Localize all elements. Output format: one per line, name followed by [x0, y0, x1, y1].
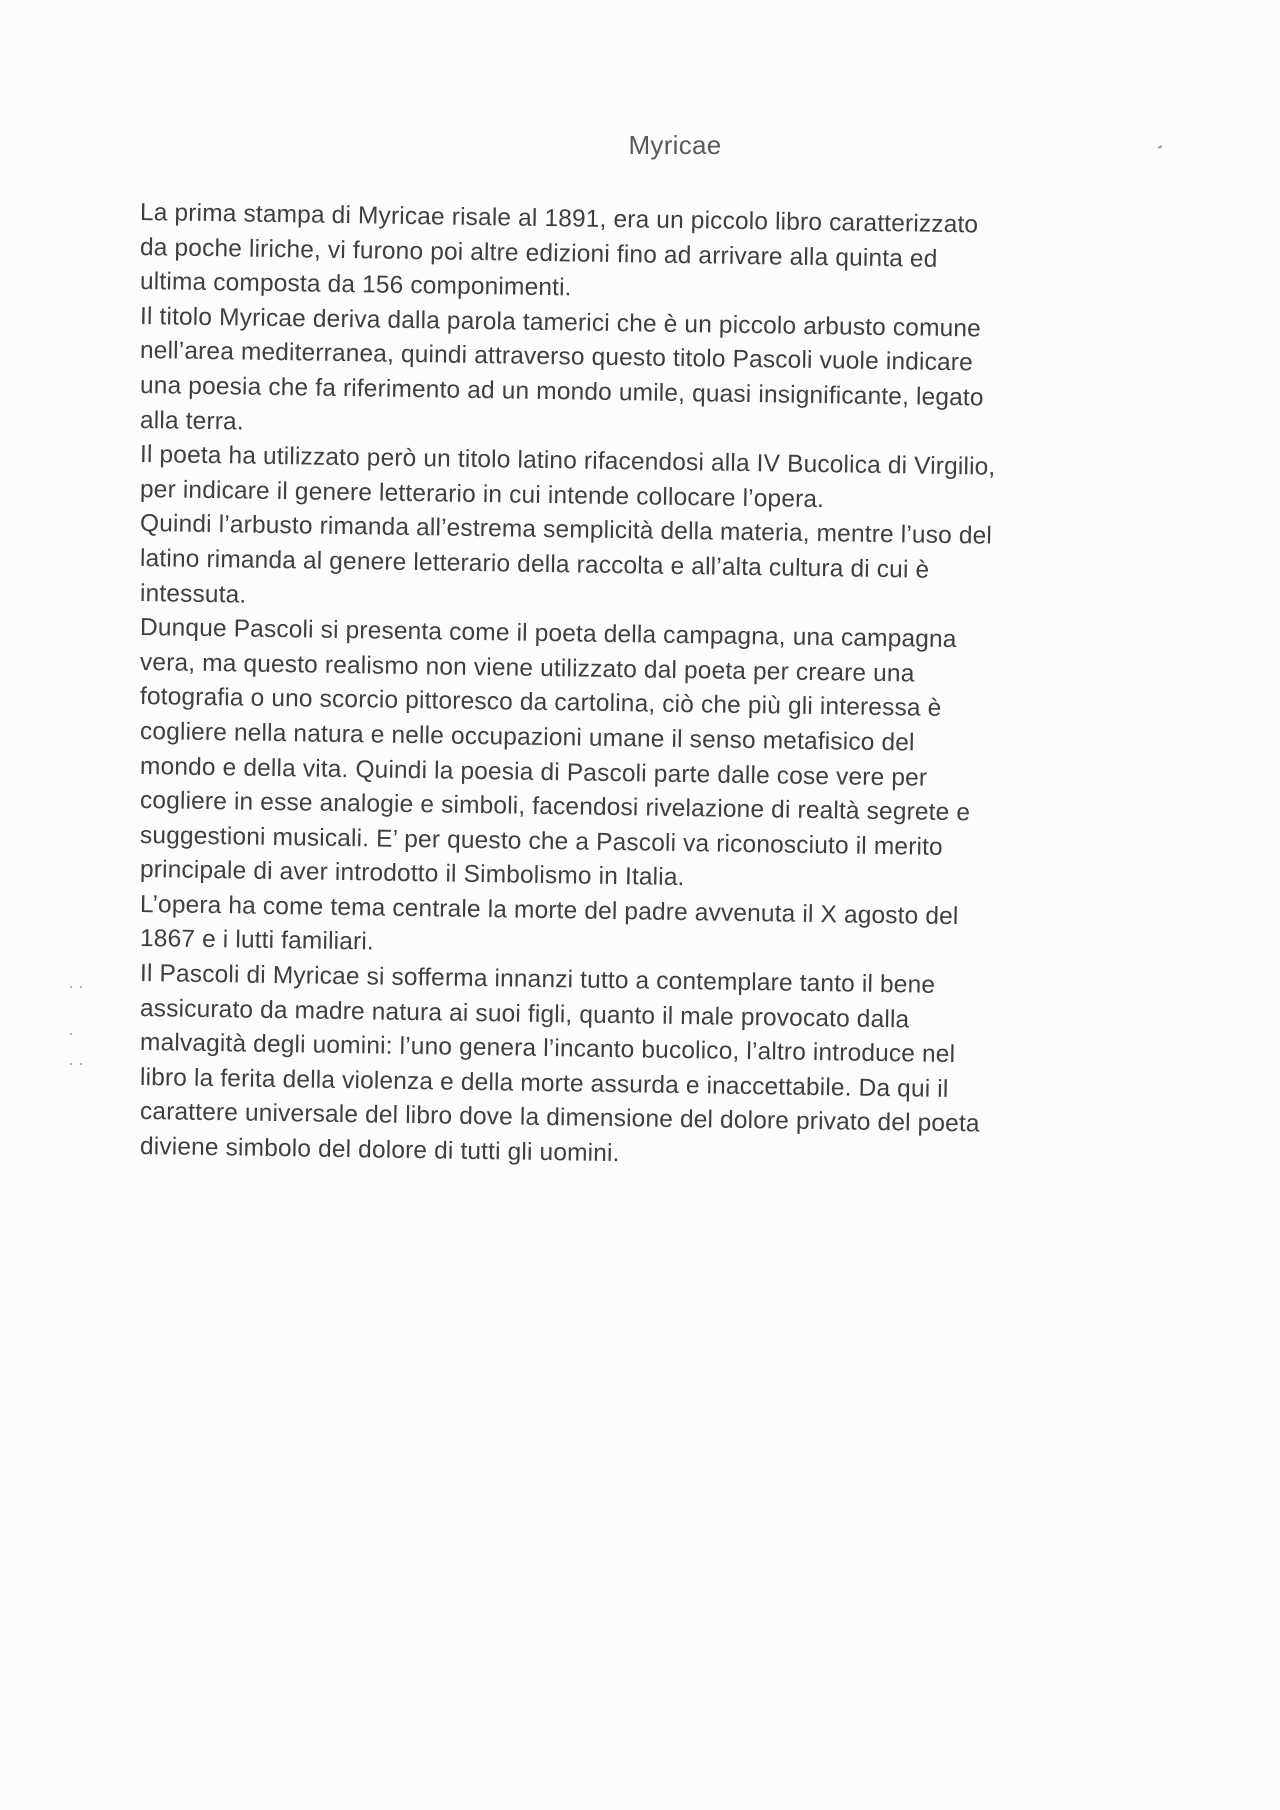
text-line: L’opera ha come tema centrale la morte del padre avvenuta il X agosto del: [139, 890, 959, 931]
text-line: vera, ma questo realismo non viene utilizzato dal poeta per creare una: [139, 648, 915, 688]
body-text: [139, 196, 1170, 1168]
text-line: suggestioni musicali. E’ per questo che a Pascoli va riconosciuto il merito: [139, 821, 944, 861]
text-line: alla terra.: [139, 406, 244, 436]
text-line: intessuta.: [139, 579, 247, 609]
text-line: Il titolo Myricae deriva dalla parola tamerici che è un piccolo arbusto comune: [139, 302, 982, 343]
text-line: Quindi l’arbusto rimanda all’estrema semplicità della materia, mentre l’uso del: [139, 510, 993, 550]
text-line: nell’area mediterranea, quindi attraverso questo titolo Pascoli vuole indicare: [139, 337, 974, 377]
text-line: principale di aver introdotto il Simbolismo in Italia.: [139, 856, 685, 892]
text-line: Il Pascoli di Myricae si sofferma innanzi tutto a contemplare tanto il bene: [139, 960, 936, 999]
text-line: cogliere in esse analogie e simboli, facendosi rivelazione di realtà segrete e: [139, 787, 971, 827]
margin-scan-dots: [70, 975, 110, 981]
text-line: libro la ferita della violenza e della morte assurda e inaccettabile. Da qui il: [139, 1063, 949, 1103]
text-line: mondo e della vita. Quindi la poesia di Pascoli parte dalle cose vere per: [139, 752, 928, 792]
text-line: ultima composta da 156 componimenti.: [139, 268, 572, 302]
margin-scan-dots: [70, 1052, 110, 1058]
text-line: carattere universale del libro dove la dimensione del dolore privato del poeta: [139, 1098, 980, 1138]
text-line: 1867 e i lutti familiari.: [139, 925, 375, 956]
margin-scan-dots: [70, 1022, 110, 1028]
text-line: per indicare il genere letterario in cui intende collocare l’opera.: [139, 475, 825, 513]
text-line: diviene simbolo del dolore di tutti gli uomini.: [139, 1133, 620, 1168]
text-line: cogliere nella natura e nelle occupazioni umane il senso metafisico del: [139, 717, 915, 757]
text-line: assicurato da madre natura ai suoi figli, quanto il male provocato dalla: [139, 994, 910, 1034]
text-line: una poesia che fa riferimento ad un mondo umile, quasi insignificante, legato: [139, 371, 984, 412]
text-line: da poche liriche, vi furono poi altre edizioni fino ad arrivare alla quinta ed: [139, 233, 938, 273]
text-line: latino rimanda al genere letterario della raccolta e all’alta cultura di cui è: [139, 544, 930, 584]
text-line: Dunque Pascoli si presenta come il poeta della campagna, una campagna: [139, 614, 957, 654]
text-line: La prima stampa di Myricae risale al 1891, era un piccolo libro caratterizzato: [139, 199, 979, 239]
text-line: fotografia o uno scorcio pittoresco da cartolina, ciò che più gli interessa è: [139, 683, 942, 723]
text-line: malvagità degli uomini: l’uno genera l’incanto bucolico, l’altro introduce nel: [139, 1029, 956, 1069]
text-line: Il poeta ha utilizzato però un titolo latino rifacendosi alla IV Bucolica di Virgilio,: [139, 441, 996, 481]
page-title: Myricae: [628, 130, 722, 160]
